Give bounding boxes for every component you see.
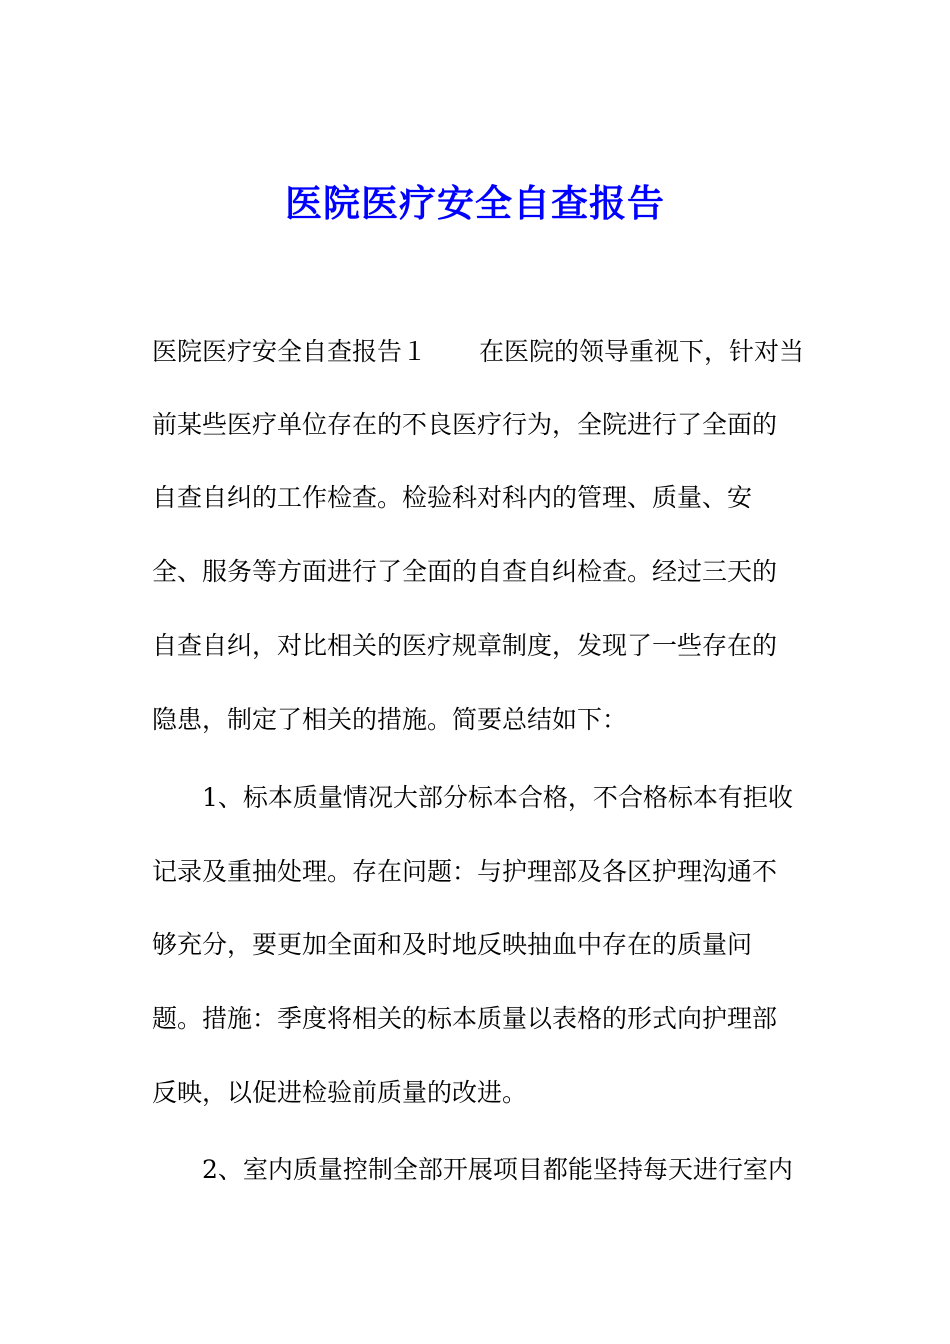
paragraph-line: 自查自纠的工作检查。检验科对科内的管理、质量、安: [152, 483, 753, 512]
paragraph-line: [152, 334, 832, 370]
paragraph-line: 记录及重抽处理。存在问题：与护理部及各区护理沟通不: [152, 857, 778, 886]
paragraph-line: 够充分，要更加全面和及时地反映抽血中存在的质量问: [152, 930, 753, 959]
paragraph-line: 2、室内质量控制全部开展项目都能坚持每天进行室内: [202, 1155, 793, 1184]
paragraph-line: 题。措施：季度将相关的标本质量以表格的形式向护理部: [152, 1004, 778, 1033]
paragraph-line: 隐患，制定了相关的措施。简要总结如下：: [152, 705, 628, 734]
paragraph-line: 反映，以促进检验前质量的改进。: [152, 1078, 528, 1107]
report-heading-inline: 医院医疗安全自查报告１: [152, 337, 428, 366]
paragraph-line: 前某些医疗单位存在的不良医疗行为，全院进行了全面的: [152, 410, 778, 439]
paragraph-line: 1、标本质量情况大部分标本合格，不合格标本有拒收: [202, 783, 793, 812]
document-title: 医院医疗安全自查报告: [285, 181, 665, 225]
paragraph-line: 自查自纠，对比相关的医疗规章制度，发现了一些存在的: [152, 631, 778, 660]
paragraph-line: 全、服务等方面进行了全面的自查自纠检查。经过三天的: [152, 557, 778, 586]
paragraph-text: 在医院的领导重视下，针对当: [479, 337, 805, 366]
